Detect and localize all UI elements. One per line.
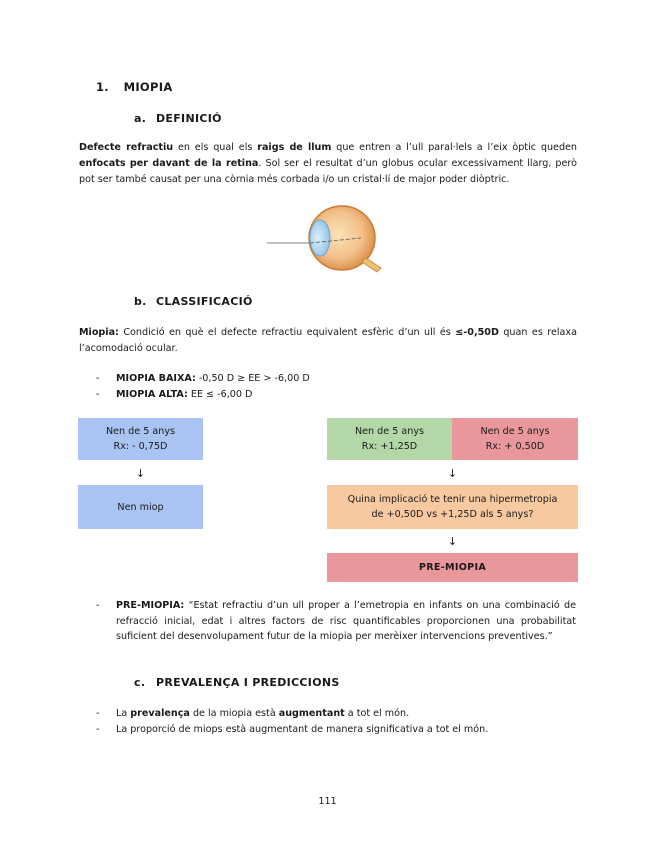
premiopia-body: “Estat refractiu d’un ull proper a l’emetropia en infants on una combinació de refracció inicial, edat i altres factors de risc quantificables proporcionen una probabilitat suficient del desenvolupament futur de la miopia per merèixer intervencions preventives.”: [116, 600, 576, 642]
def-text-3: . Sol ser el resultat d’un globus ocular excessivament llarg, però pot ser també causat per una còrnia més corbada i/o un cristal·lí de major poder diòptric.: [79, 158, 578, 185]
section-number: 1.: [96, 80, 109, 94]
green-child-age: Nen de 5 anys: [354, 426, 425, 437]
section-title: MIOPIA: [123, 80, 173, 94]
class-term-miopia: Miopia:: [79, 327, 119, 338]
prev-text-3: a tot el món.: [344, 708, 410, 719]
prev-term-prevalenca: prevalença: [130, 708, 190, 719]
prev-text-1: La: [116, 708, 131, 719]
bullet-label-baixa: MIOPIA BAIXA:: [116, 373, 196, 384]
myopic-child-rx: Rx: - 0,75D: [113, 441, 168, 452]
definition-paragraph: [79, 140, 577, 188]
bullet-dash: -: [96, 373, 100, 384]
premiopia-label: PRE-MIOPIA:: [116, 600, 185, 611]
eye-diagram-icon: [265, 200, 395, 278]
hyperopic-child-green-box: [327, 418, 452, 460]
page-number: 111: [318, 796, 337, 807]
prev-text-2: de la miopia està: [189, 708, 279, 719]
class-text-1: Condició en què el defecte refractiu equivalent esfèric d’un ull és: [118, 327, 456, 338]
def-term-raigs: raigs de llum: [257, 142, 332, 153]
question-line-1: Quina implicació te tenir una hipermetropia: [347, 494, 558, 505]
myopic-result-label: Nen miop: [117, 501, 164, 513]
myopic-child-rx-box: [78, 418, 203, 460]
arrow-down-icon: ↓: [447, 467, 458, 480]
list-item: [96, 387, 576, 403]
red-child-rx: Rx: + 0,50D: [485, 441, 545, 452]
section-heading: [96, 80, 173, 94]
definition-letter: a.: [134, 112, 147, 125]
red-child-age: Nen de 5 anys: [480, 426, 550, 437]
list-item: [96, 371, 576, 387]
premiopia-box-label: PRE-MIOPIA: [418, 562, 487, 573]
bullet-label-alta: MIOPIA ALTA:: [116, 389, 188, 400]
myopic-child-age: Nen de 5 anys: [105, 426, 176, 437]
prev-bullet-2-text: La proporció de miops està augmentant de manera significativa a tot el món.: [116, 724, 489, 735]
def-term-defecte: Defecte refractiu: [79, 142, 174, 153]
classification-title: CLASSIFICACIÓ: [156, 295, 253, 308]
prev-term-augmentant: augmentant: [278, 708, 345, 719]
def-term-enfocats: enfocats per davant de la retina: [79, 158, 259, 169]
question-box: [327, 485, 578, 529]
definition-heading: [134, 112, 222, 125]
definition-title: DEFINICIÓ: [156, 112, 222, 125]
premiopia-definition: [96, 598, 576, 662]
premiopia-box: [327, 553, 578, 582]
prevalence-title: PREVALENÇA I PREDICCIONS: [156, 676, 340, 689]
list-item: [96, 722, 576, 738]
prevalence-letter: c.: [134, 676, 146, 689]
myopic-result-box: [78, 485, 203, 529]
arrow-down-icon: ↓: [135, 467, 146, 480]
bullet-dash: -: [96, 600, 100, 611]
bullet-dash: -: [96, 724, 100, 735]
question-line-2: de +0,50D vs +1,25D als 5 anys?: [371, 509, 534, 520]
classification-paragraph: [79, 325, 577, 357]
list-item: [96, 706, 576, 722]
bullet-text-alta: EE ≤ -6,00 D: [187, 389, 253, 400]
def-text-2: que entren a l’ull paral·lels a l’eix òptic queden: [331, 142, 578, 153]
class-text-2: quan es relaxa l’acomodació ocular.: [79, 327, 577, 354]
bullet-dash: -: [96, 389, 100, 400]
premiopia-text: [116, 598, 576, 645]
classification-letter: b.: [134, 295, 147, 308]
classification-heading: [134, 295, 253, 308]
green-child-rx: Rx: +1,25D: [361, 441, 418, 452]
hyperopic-child-red-box: [452, 418, 578, 460]
def-text-1: en els qual els: [173, 142, 258, 153]
bullet-dash: -: [96, 708, 100, 719]
bullet-text-baixa: -0,50 D ≥ EE > -6,00 D: [195, 373, 310, 384]
class-threshold: ≤-0,50D: [455, 327, 499, 338]
prevalence-heading: [134, 676, 340, 689]
arrow-down-icon: ↓: [447, 535, 458, 548]
